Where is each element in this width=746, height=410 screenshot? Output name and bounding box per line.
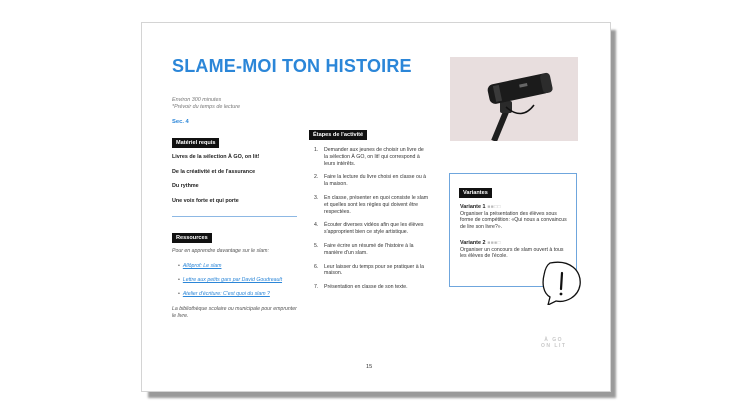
step-text: Faire écrire un résumé de l'histoire à la manière d'un slam. [324, 242, 414, 256]
variant-text: Organiser la présentation des élèves sous forme de compétition: «Qui nous a convaincus de lire son livre?». [460, 211, 567, 230]
logo-line: À GO [544, 337, 564, 343]
step-item [314, 222, 429, 236]
resources-intro: Pour en apprendre davantage sur le slam: [172, 248, 269, 254]
resource-link-text[interactable]: Allôprof: Le slam [182, 263, 222, 269]
resource-link-text[interactable]: Lettre aux petits gars par David Goudreault [182, 277, 283, 283]
step-item [314, 284, 429, 291]
material-item: Une voix forte et qui porte [172, 198, 239, 204]
step-text: En classe, présenter en quoi consiste le slam et quelles sont les règles qui doivent être respectées. [324, 194, 429, 215]
duration-text: Environ 300 minutes [172, 97, 222, 103]
material-item: De la créativité et de l'assurance [172, 169, 256, 175]
step-item [314, 174, 429, 188]
step-text: Écouter diverses vidéos afin que les élèves s'approprient bien ce style artistique. [324, 222, 424, 236]
resource-link[interactable] [178, 277, 282, 283]
variant-text: Organiser un concours de slam ouvert à tous les élèves de l'école. [460, 247, 564, 260]
materials-label: Matériel requis [172, 138, 219, 148]
level-indicator-icon: ■■■□ [487, 241, 502, 246]
variant-title [460, 240, 501, 246]
step-number: 3. [314, 194, 319, 201]
variant-title-text: Variante 2 [460, 240, 486, 246]
step-item [314, 264, 429, 278]
variants-label: Variantes [459, 188, 492, 198]
step-text: Présentation en classe de son texte. [324, 284, 408, 291]
step-number: 6. [314, 263, 319, 270]
step-number: 4. [314, 222, 319, 229]
bullet-icon: • [178, 277, 180, 283]
step-number: 2. [314, 174, 319, 181]
resource-link-text[interactable]: Atelier d'écriture: C'est quoi du slam ? [182, 291, 270, 297]
step-item [314, 243, 429, 257]
step-text: Leur laisser du temps pour se pratiquer à la maison. [324, 263, 425, 277]
step-item [314, 147, 429, 167]
duration-note: *Prévoir du temps de lecture [172, 103, 241, 110]
step-text: Demander aux jeunes de choisir un livre de la sélection À GO, on lit! qui correspond à leurs intérêts. [324, 147, 424, 167]
page-number: 15 [366, 364, 373, 370]
bullet-icon: • [178, 263, 180, 269]
document-page [141, 22, 611, 392]
logo [541, 337, 566, 349]
grade-level: Sec. 4 [172, 119, 189, 125]
microphone-icon [450, 57, 578, 141]
section-divider [172, 216, 297, 217]
logo-line: ON LIT [541, 343, 567, 349]
resources-note: La bibliothèque scolaire ou municipale pour emprunter le livre. [172, 306, 297, 319]
step-number: 1. [314, 147, 319, 153]
material-item: Du rythme [172, 183, 199, 189]
level-indicator-icon: ■■□□ [487, 205, 502, 210]
speech-bubble-icon [542, 261, 582, 305]
resource-link[interactable] [178, 291, 270, 297]
variant-title [460, 204, 501, 210]
step-text: Faire la lecture du livre choisi en classe ou à la maison. [324, 174, 427, 188]
bullet-icon: • [178, 291, 180, 297]
resources-label: Ressources [172, 233, 212, 243]
step-item [314, 195, 429, 215]
page-title: SLAME-MOI TON HISTOIRE [172, 56, 412, 76]
material-item: Livres de la sélection À GO, on lit! [172, 154, 260, 160]
steps-label: Étapes de l'activité [309, 130, 367, 140]
steps-list [314, 147, 429, 298]
duration [172, 97, 240, 110]
resource-link[interactable] [178, 263, 221, 269]
variant-title-text: Variante 1 [460, 204, 486, 210]
step-number: 7. [314, 284, 319, 291]
step-number: 5. [314, 242, 319, 249]
microphone-photo [450, 57, 578, 141]
